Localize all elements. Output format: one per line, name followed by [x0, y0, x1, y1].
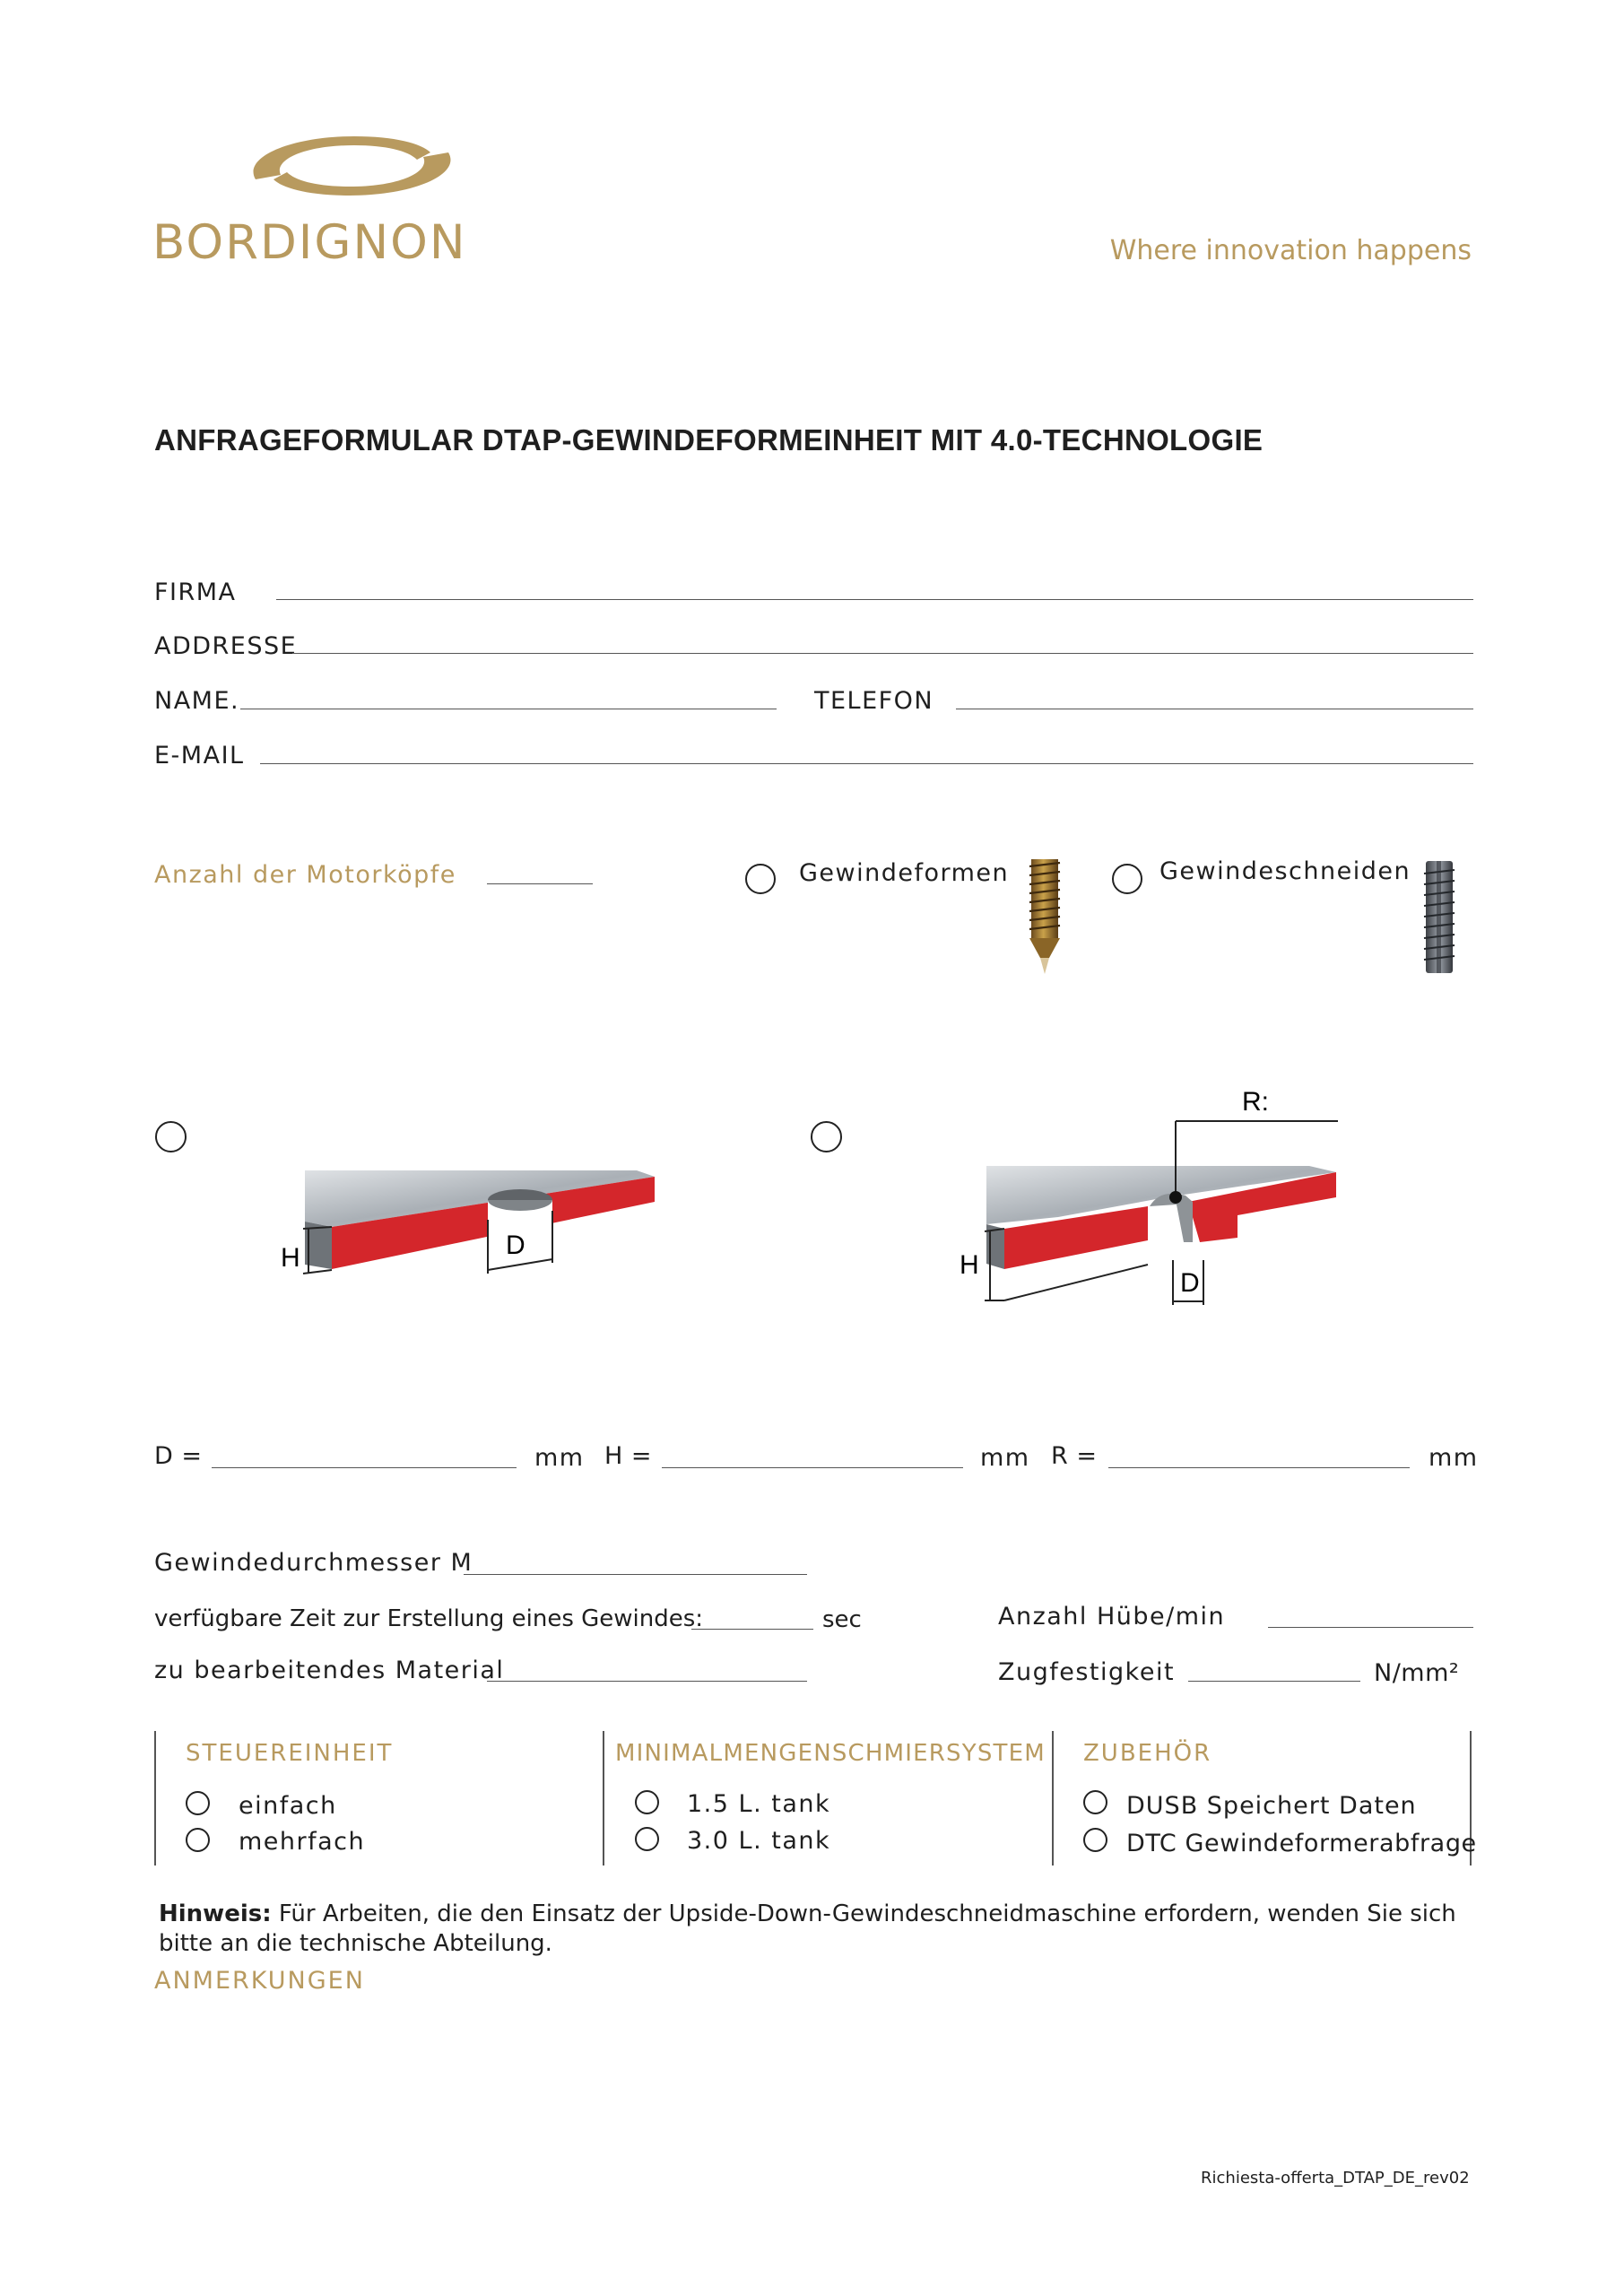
d-field[interactable]: [212, 1467, 517, 1468]
control-option-label: mehrfach: [239, 1828, 366, 1856]
tensile-field[interactable]: [1188, 1681, 1360, 1682]
available-time-label: verfügbare Zeit zur Erstellung eines Gewindes:: [154, 1605, 704, 1632]
material-label: zu bearbeitendes Material: [154, 1657, 505, 1684]
diagram-through-hole: [269, 1121, 664, 1309]
radio-accessory-dtc[interactable]: [1083, 1828, 1107, 1852]
control-section-title: STEUEREINHEIT: [186, 1740, 394, 1767]
h-label: H =: [604, 1442, 653, 1470]
material-field[interactable]: [487, 1681, 807, 1682]
diagram-right-h-label: H: [960, 1250, 979, 1280]
section-divider: [603, 1731, 604, 1866]
diagram-left-d-label: D: [506, 1231, 525, 1260]
accessory-option-label: DTC Gewindeformerabfrage: [1126, 1830, 1477, 1857]
section-divider: [154, 1731, 156, 1866]
radio-diagram-through-hole[interactable]: [155, 1121, 187, 1152]
firma-field[interactable]: [276, 599, 1473, 600]
firma-label: FIRMA: [154, 578, 237, 606]
radio-lubrication-3-0[interactable]: [635, 1827, 659, 1851]
brand-name: BORDIGNON: [152, 215, 467, 270]
thread-diameter-field[interactable]: [464, 1574, 807, 1575]
remarks-label: ANMERKUNGEN: [154, 1967, 365, 1995]
note-text: [159, 1900, 1477, 1959]
note-body: Für Arbeiten, die den Einsatz der Upside-Down-Gewindeschneidmaschine erfordern, wenden Sie sich bitte an die technische Abteilung.: [159, 1900, 1456, 1957]
note-bold: Hinweis:: [159, 1900, 272, 1927]
lubrication-section-title: MINIMALMENGENSCHMIERSYSTEM: [615, 1740, 1046, 1767]
r-label: R =: [1051, 1442, 1098, 1470]
tensile-label: Zugfestigkeit: [998, 1658, 1176, 1686]
r-unit: mm: [1429, 1444, 1479, 1472]
d-label: D =: [154, 1442, 203, 1470]
tensile-unit: N/mm²: [1374, 1659, 1460, 1687]
h-unit: mm: [980, 1444, 1030, 1472]
diagram-right-r-label: R:: [1242, 1087, 1269, 1117]
forming-tap-icon: [1022, 859, 1067, 980]
addresse-field[interactable]: [292, 653, 1473, 654]
h-field[interactable]: [662, 1467, 963, 1468]
diagram-right-d-label: D: [1180, 1268, 1200, 1298]
lubrication-option-label: 3.0 L. tank: [687, 1827, 831, 1855]
tagline: Where innovation happens: [1109, 235, 1472, 266]
thread-diameter-label: Gewindedurchmesser M: [154, 1549, 473, 1577]
strokes-field[interactable]: [1268, 1627, 1473, 1628]
diagram-radius-hole: [951, 1081, 1354, 1305]
radio-control-einfach[interactable]: [186, 1791, 210, 1815]
email-label: E-MAIL: [154, 742, 245, 770]
footer-doc-id: Richiesta-offerta_DTAP_DE_rev02: [1201, 2169, 1470, 2187]
radio-gewindeschneiden[interactable]: [1112, 864, 1142, 894]
control-option-label: einfach: [239, 1792, 337, 1820]
accessory-option-label: DUSB Speichert Daten: [1126, 1792, 1417, 1820]
email-field[interactable]: [260, 763, 1473, 764]
strokes-label: Anzahl Hübe/min: [998, 1603, 1226, 1631]
radio-control-mehrfach[interactable]: [186, 1828, 210, 1852]
page-title: ANFRAGEFORMULAR DTAP-GEWINDEFORMEINHEIT MIT 4.0-TECHNOLOGIE: [154, 423, 1264, 457]
lubrication-option-label: 1.5 L. tank: [687, 1790, 831, 1818]
logo-swoosh-icon: [238, 126, 471, 206]
radio-gewindeformen[interactable]: [745, 864, 776, 894]
cutting-tap-icon: [1419, 861, 1460, 978]
radio-diagram-blind-hole[interactable]: [811, 1121, 842, 1152]
telefon-label: TELEFON: [814, 687, 934, 715]
r-field[interactable]: [1108, 1467, 1410, 1468]
gewindeschneiden-label: Gewindeschneiden: [1159, 857, 1411, 885]
d-unit: mm: [534, 1444, 585, 1472]
addresse-label: ADDRESSE: [154, 632, 298, 660]
diagram-left-h-label: H: [281, 1243, 300, 1273]
gewindeformen-label: Gewindeformen: [799, 859, 1010, 887]
sec-unit: sec: [822, 1606, 862, 1633]
name-label: NAME.: [154, 687, 240, 715]
section-divider: [1052, 1731, 1054, 1866]
available-time-field[interactable]: [691, 1629, 813, 1630]
radio-accessory-dusb[interactable]: [1083, 1790, 1107, 1814]
accessories-section-title: ZUBEHÖR: [1083, 1740, 1212, 1767]
brand-logo: [152, 126, 484, 278]
radio-lubrication-1-5[interactable]: [635, 1790, 659, 1814]
motor-count-field[interactable]: [487, 883, 593, 884]
motor-count-label: Anzahl der Motorköpfe: [154, 861, 456, 889]
